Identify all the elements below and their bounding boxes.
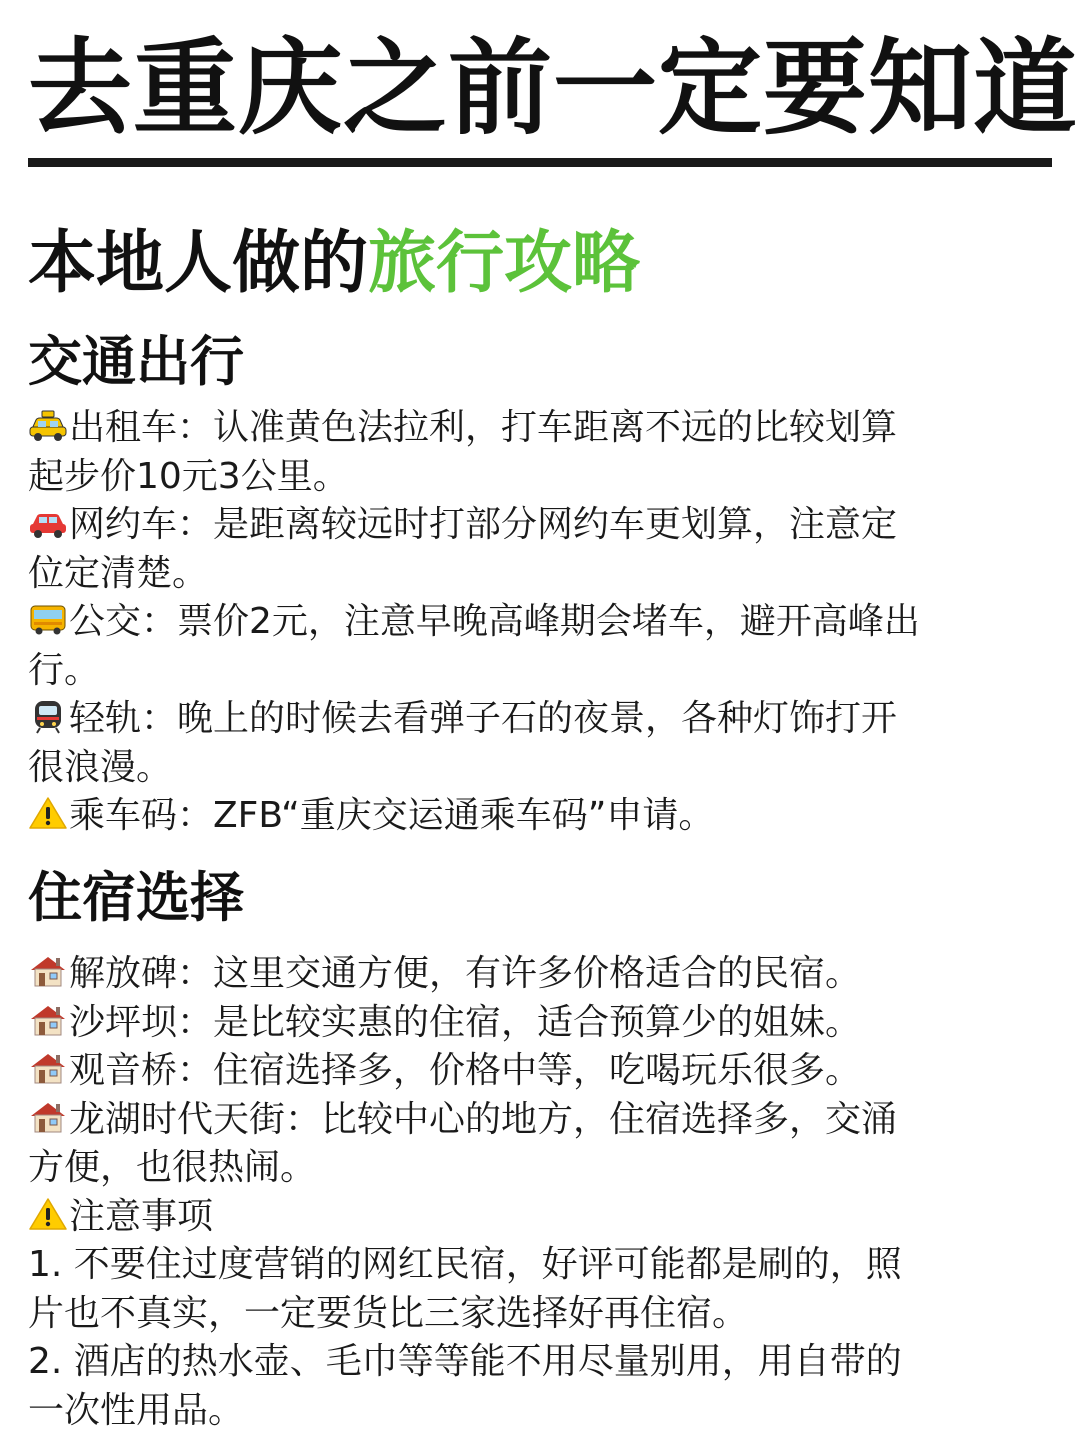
- transport-list: [28, 404, 1004, 841]
- metro-icon: [28, 698, 68, 734]
- warning-icon: [28, 1196, 68, 1232]
- taxi-icon: [28, 407, 68, 443]
- section-heading-transport: 交通出行: [28, 330, 244, 393]
- list-item: 乘车码：ZFB“重庆交运通乘车码”申请。: [28, 792, 1004, 841]
- list-item: 出租车：认准黄色法拉利，打车距离不远的比较划算: [28, 404, 1004, 453]
- list-item: 观音桥：住宿选择多，价格中等，吃喝玩乐很多。: [28, 1047, 1004, 1096]
- list-item: 1. 不要住过度营销的网红民宿，好评可能都是刷的，照: [28, 1244, 902, 1285]
- list-item: 龙湖时代天街：比较中心的地方，住宿选择多，交涌: [28, 1096, 1004, 1145]
- list-item: 方便，也很热闹。: [28, 1147, 317, 1188]
- bus-icon: [28, 601, 68, 637]
- title-divider: [28, 158, 1052, 167]
- list-item: 一次性用品。: [28, 1389, 245, 1431]
- car-icon: [28, 504, 68, 540]
- subtitle: [28, 222, 640, 306]
- list-item: 解放碑：这里交通方便，有许多价格适合的民宿。: [28, 950, 1004, 999]
- list-item: 行。: [28, 649, 101, 691]
- list-item: 片也不真实，一定要货比三家选择好再住宿。: [28, 1292, 749, 1334]
- warning-icon: [28, 795, 68, 831]
- list-item: 网约车：是距离较远时打部分网约车更划算，注意定: [28, 501, 1004, 550]
- section-heading-lodging: 住宿选择: [28, 866, 244, 929]
- subtitle-prefix: 本地人做的: [28, 224, 369, 303]
- list-item: 位定清楚。: [28, 552, 209, 594]
- list-item: 起步价10元3公里。: [28, 455, 349, 497]
- subtitle-highlight: 旅行攻略: [368, 224, 641, 303]
- page-title: 去重庆之前一定要知道: [28, 27, 1079, 149]
- house-icon: [28, 1099, 68, 1135]
- list-item: 沙坪坝：是比较实惠的住宿，适合预算少的姐妹。: [28, 999, 1004, 1048]
- house-icon: [28, 1050, 68, 1086]
- list-item: 公交：票价2元，注意早晚高峰期会堵车，避开高峰出: [28, 598, 1004, 647]
- house-icon: [28, 1002, 68, 1038]
- list-item: 很浪漫。: [28, 746, 173, 788]
- list-item: 注意事项: [28, 1193, 1004, 1242]
- list-item: 2. 酒店的热水壶、毛巾等等能不用尽量别用，用自带的: [28, 1341, 902, 1382]
- house-icon: [28, 953, 68, 989]
- list-item: 轻轨：晚上的时候去看弹子石的夜景，各种灯饰打开: [28, 695, 1004, 744]
- lodging-list: [28, 950, 1004, 1435]
